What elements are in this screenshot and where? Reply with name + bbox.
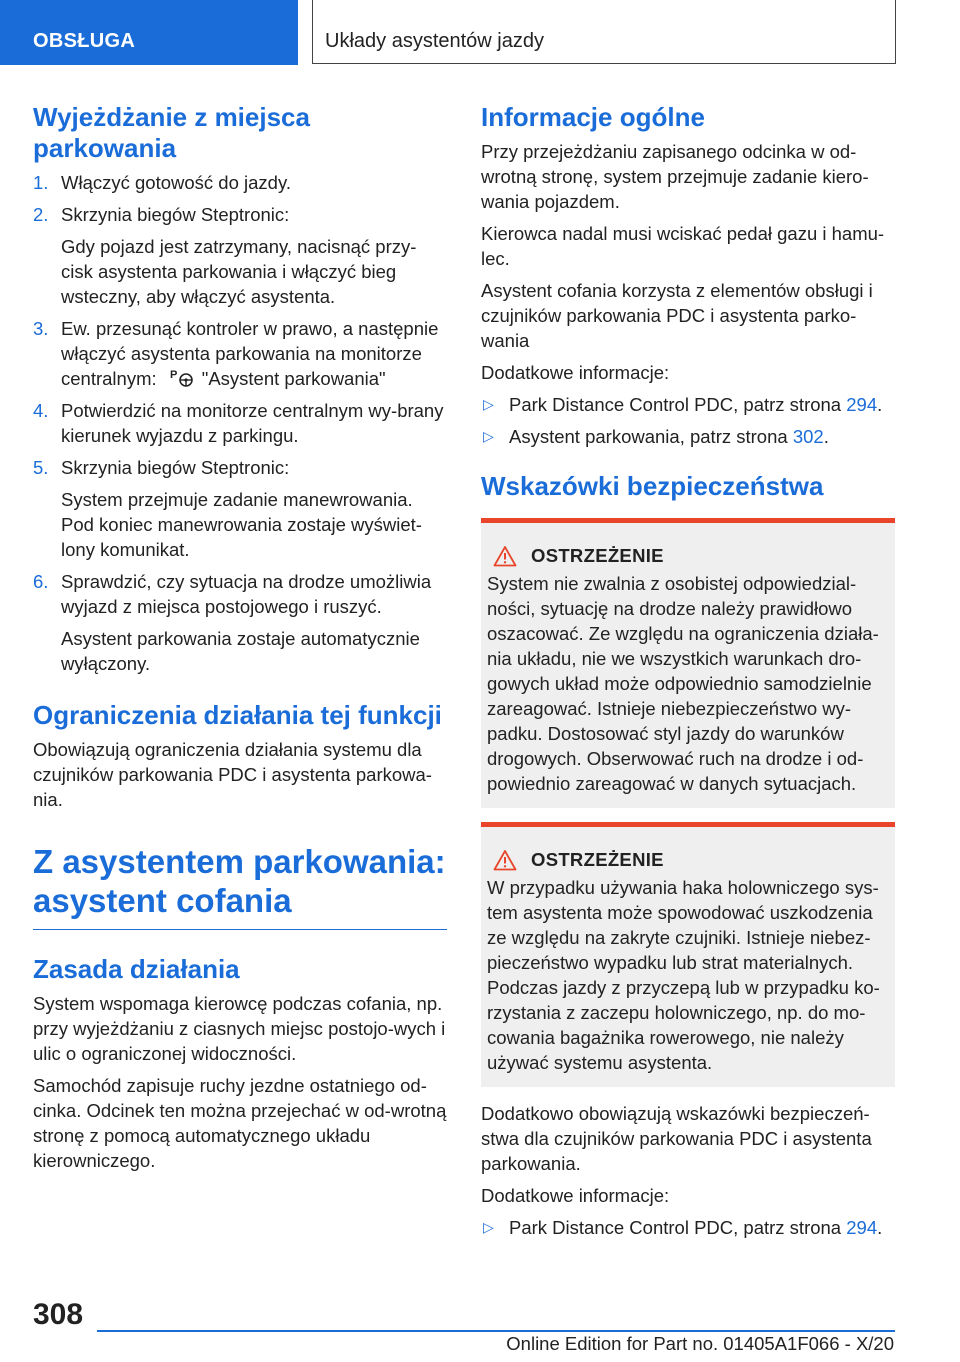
chapter-title: Układy asystentów jazdy xyxy=(325,30,544,52)
chapter-header xyxy=(312,0,896,64)
general-paragraph-2: Kierowca nadal musi wciskać pedał gazu i hamu-lec. xyxy=(481,223,885,269)
warning-box xyxy=(481,822,895,1087)
step-text-after: "Asystent parkowania" xyxy=(201,368,386,389)
step-text: Włączyć gotowość do jazdy. xyxy=(61,172,291,193)
section-tab-label: OBSŁUGA xyxy=(33,30,136,52)
heading-safety: Wskazówki bezpieczeństwa xyxy=(481,471,824,501)
step-item xyxy=(33,170,447,195)
general-paragraph-1: Przy przejeżdżaniu zapisanego odcinka w od-wrotną stronę, system przejmuje zadanie kiero-wania pojazdem. xyxy=(481,141,869,212)
limits-text: Obowiązują ograniczenia działania systemu dla czujników parkowania PDC i asystenta parkowa-nia. xyxy=(33,739,432,810)
step-text: Skrzynia biegów Steptronic: xyxy=(61,204,290,225)
right-column xyxy=(481,102,895,1247)
warning-header xyxy=(487,545,887,567)
warning-title: OSTRZEŻENIE xyxy=(531,545,664,566)
section-tab xyxy=(0,0,298,65)
triangle-bullet-icon: ▷ xyxy=(483,1219,494,1235)
step-text: Potwierdzić na monitorze centralnym wy-brany kierunek wyjazdu z parkingu. xyxy=(61,400,444,446)
reference-text: Asystent parkowania, patrz strona xyxy=(509,426,793,447)
reference-tail: . xyxy=(823,426,829,447)
step-text: Sprawdzić, czy sytuacja na drodze umożliwia wyjazd z miejsca postojowego i ruszyć. xyxy=(61,571,432,617)
edition-footer: Online Edition for Part no. 01405A1F066 - X/20 xyxy=(506,1333,894,1354)
step-item xyxy=(33,398,447,448)
reference-item xyxy=(481,1215,895,1240)
reference-item xyxy=(481,392,895,417)
warning-title: OSTRZEŻENIE xyxy=(531,849,664,870)
heading-principle: Zasada działania xyxy=(33,954,240,984)
warning-triangle-icon xyxy=(493,545,517,567)
heading-limits: Ograniczenia działania tej funkcji xyxy=(33,700,442,730)
step-subtext: Gdy pojazd jest zatrzymany, nacisnąć przy-cisk asystenta parkowania i włączyć bieg wsteczny, aby włączyć asystenta. xyxy=(61,236,417,307)
reference-text: Park Distance Control PDC, patrz strona xyxy=(509,394,847,415)
step-subtext: System przejmuje zadanie manewrowania. Pod koniec manewrowania zostaje wyświet-lony komunikat. xyxy=(61,489,422,560)
step-number: 5. xyxy=(33,457,49,478)
warning-box xyxy=(481,518,895,808)
steps-list xyxy=(33,170,447,676)
warning-text: W przypadku używania haka holowniczego sys-tem asystenta może spowodować uszkodzenia ze względu na zakryte czujniki. Istnieje niebez-pieczeństwo wypadku lub strat materialnych. Podczas jazdy z przyczepą lub w przypadku ko-rzystania z zaczepu holowniczego, np. do mo-cowania bagażnika rowerowego, nie należy używać systemu asystenta. xyxy=(487,877,880,1073)
more-info-label: Dodatkowe informacje: xyxy=(481,1185,670,1206)
principle-paragraph-1: System wspomaga kierowcę podczas cofania, np. przy wyjeżdżaniu z ciasnych miejsc postojo-wych i ulic o ograniczonej widoczności. xyxy=(33,993,446,1064)
warning-header xyxy=(487,849,887,871)
triangle-bullet-icon: ▷ xyxy=(483,428,494,444)
step-number: 1. xyxy=(33,172,49,193)
step-number: 6. xyxy=(33,571,49,592)
heading-general: Informacje ogólne xyxy=(481,102,705,132)
triangle-bullet-icon: ▷ xyxy=(483,396,494,412)
page-link-294[interactable]: 294 xyxy=(846,1217,878,1238)
reference-text: Park Distance Control PDC, patrz strona xyxy=(509,1217,847,1238)
step-number: 4. xyxy=(33,400,49,421)
step-number: 3. xyxy=(33,318,49,339)
page-number: 308 xyxy=(33,1298,84,1331)
reference-list xyxy=(481,392,895,449)
page-link-294[interactable]: 294 xyxy=(846,394,878,415)
step-text: Skrzynia biegów Steptronic: xyxy=(61,457,290,478)
parking-assistant-icon xyxy=(170,368,196,388)
principle-paragraph-2: Samochód zapisuje ruchy jezdne ostatniego od-cinka. Odcinek ten można przejechać w od-wrotną stronę z pomocą automatycznego układu kierowniczego. xyxy=(33,1075,447,1171)
step-item xyxy=(33,569,447,676)
reference-list xyxy=(481,1215,895,1240)
step-subtext: Asystent parkowania zostaje automatycznie wyłączony. xyxy=(61,628,420,674)
left-column xyxy=(33,102,447,1180)
step-item xyxy=(33,316,447,391)
step-item xyxy=(33,202,447,309)
warning-triangle-icon xyxy=(493,849,517,871)
reference-tail: . xyxy=(877,394,883,415)
general-paragraph-3: Asystent cofania korzysta z elementów obsługi i czujników parkowania PDC i asystenta parko-wania xyxy=(481,280,873,351)
step-number: 2. xyxy=(33,204,49,225)
heading-pull-out: Wyjeżdżanie z miejsca parkowania xyxy=(33,102,310,163)
extra-safety-text: Dodatkowo obowiązują wskazówki bezpieczeń-stwa dla czujników parkowania PDC i asystenta parkowania. xyxy=(481,1103,872,1174)
warning-text: System nie zwalnia z osobistej odpowiedzial-ności, sytuację na drodze należy prawidłowo oszacować. Ze względu na ograniczenia działa-nia układu, nie we wszystkich warunkach dro-gowych układ może odpowiednio samodzielnie zareagować. Istnieje niebezpieczeństwo wy-padku. Dostosować styl jazdy do warunków drogowych. Obserwować ruch na drodze i od-powiednio zareagować w danych sytuacjach. xyxy=(487,573,879,794)
svg-text:P: P xyxy=(169,369,178,381)
reference-item xyxy=(481,424,895,449)
heading-main: Z asystentem parkowania: asystent cofania xyxy=(33,842,447,930)
footer-divider xyxy=(97,1330,895,1332)
reference-tail: . xyxy=(877,1217,883,1238)
step-item xyxy=(33,455,447,562)
page-link-302[interactable]: 302 xyxy=(792,426,824,447)
step-text: Ew. przesunąć kontroler w prawo, a następnie włączyć asystenta parkowania na monitorze centralnym: xyxy=(61,318,439,389)
more-info-label: Dodatkowe informacje: xyxy=(481,362,670,383)
